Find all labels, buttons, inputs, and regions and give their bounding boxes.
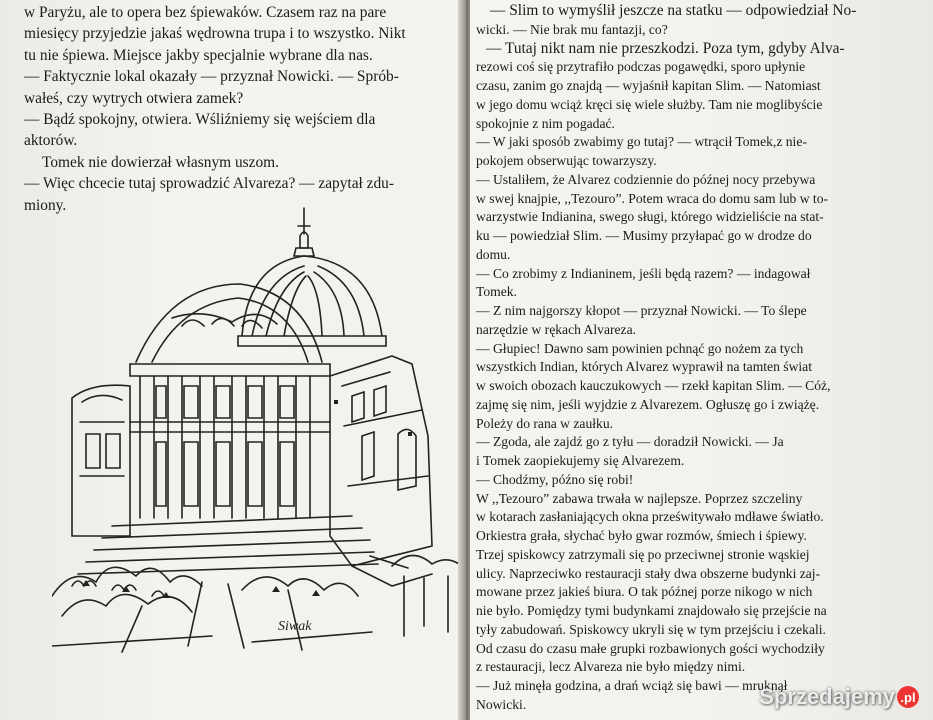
text-line: — Głupiec! Dawno sam powinien pchnąć go nożem za tych — [476, 340, 804, 356]
text-line: — Ustaliłem, że Alvarez codziennie do późnej nocy przebywa — [476, 171, 816, 187]
text-line: Tomek. — [476, 284, 517, 300]
text-line: Poleży do rana w zaułku. — [476, 415, 614, 431]
text-line: — Co zrobimy z Indianinem, jeśli będą razem? — indagował — [476, 265, 811, 281]
text-line: w jego domu wciąż kręci się wiele służby. Tam nie moglibyście — [476, 96, 823, 112]
text-line: — Zgoda, ale zajdź go z tyłu — doradził Nowicki. — Ja — [476, 434, 784, 450]
text-line: Tomek nie dowierzał własnym uszom. — [42, 153, 279, 171]
text-line: Trzej spiskowcy zatrzymali się po przeciwnej stronie wąskiej — [476, 546, 810, 562]
text-line: Nowicki. — [476, 696, 527, 712]
watermark-logo — [759, 684, 919, 710]
text-line: pokojem obserwując towarzyszy. — [476, 153, 657, 168]
text-line: rezowi coś się przytrafiło podczas pogawędki, sporo upłynie — [476, 59, 806, 75]
text-line: tu nie śpiewa. Miejsce jakby specjalnie wybrane dla nas. — [24, 46, 373, 64]
right-page-text — [476, 2, 916, 715]
text-line: miony. — [24, 196, 67, 214]
right-page — [470, 0, 933, 720]
text-line: Od czasu do czasu małe grupki rozbawionych gości wychodziły — [476, 640, 825, 656]
text-line: — Z nim najgorszy kłopot — przyznał Nowicki. — To ślepe — [476, 303, 807, 318]
text-line: zajmę się nim, jeśli wyjdzie z Alvarezem. Ogłuszę go i zwiążę. — [476, 396, 820, 412]
text-line: narzędzie w rękach Alvareza. — [476, 321, 636, 337]
text-line: ulicy. Naprzeciwko restauracji stały dwa obszerne budynki zaj- — [476, 565, 821, 581]
text-line: aktorów. — [24, 132, 78, 150]
text-line: ku — powiedział Slim. — Musimy przyłapać go w drodze do — [476, 228, 812, 243]
text-line: — Więc chcecie tutaj sprowadzić Alvareza? — zapytał zdu- — [24, 175, 394, 193]
text-line: spokojnie z nim pogadać. — [476, 115, 615, 131]
text-line: nie było. Pomiędzy tymi budynkami znajdowało się przejście na — [476, 603, 827, 618]
text-line: w kotarach zasłaniających okna prześwitywało mdławe światło. — [476, 509, 824, 525]
left-page-text — [24, 2, 456, 216]
text-line: z restauracji, lecz Alvareza nie było między nimi. — [476, 659, 746, 675]
text-line: miesięcy przyjedzie jakaś wędrowna trupa i to wszystko. Nikt — [24, 25, 406, 43]
watermark-tld: .pl — [897, 686, 919, 708]
illustration-signature: Siwak — [278, 619, 312, 634]
opera-house-illustration — [52, 186, 462, 656]
text-line: warzystwie Indianina, swego sługi, którego widzieliście na stat- — [476, 209, 824, 225]
text-line: — W jaki sposób zwabimy go tutaj? — wtrącił Tomek,z nie- — [476, 134, 807, 150]
text-line: Orkiestra grała, słychać było gwar rozmów, śmiech i śpiewy. — [476, 528, 807, 543]
text-line: — Bądź spokojny, otwiera. Wśliźniemy się wejściem dla — [24, 111, 376, 129]
text-line: tyły zabudowań. Spiskowcy ukryli się w tym przejściu i czekali. — [476, 621, 826, 637]
text-line: wicki. — Nie brak mu fantazji, co? — [476, 21, 668, 37]
text-line: — Slim to wymyślił jeszcze na statku — odpowiedział No- — [490, 2, 857, 19]
text-line: domu. — [476, 246, 511, 262]
text-line: i Tomek zaopiekujemy się Alvarezem. — [476, 453, 685, 468]
text-line: w swoich obozach kauczukowych — rzekł kapitan Slim. — Cóż, — [476, 378, 831, 393]
text-line: w swej knajpie, ,,Tezouro”. Potem wraca do domu sam lub w to- — [476, 190, 829, 206]
text-line: — Chodźmy, późno się robi! — [476, 471, 634, 487]
text-line: wałeś, czy wytrych otwiera zamek? — [24, 89, 244, 107]
text-line: czasu, zanim go znajdą — wyjaśnił kapitan Slim. — Natomiast — [476, 78, 821, 93]
text-line: w Paryżu, ale to opera bez śpiewaków. Czasem raz na pare — [24, 4, 387, 21]
watermark-text: Sprzedajemy — [759, 684, 895, 709]
text-line: wszystkich Indian, których Alvarez wyprawił na tamten świat — [476, 359, 812, 375]
left-page — [0, 0, 462, 720]
text-line: — Już minęła godzina, a drań wciąż się bawi — mruknął — [476, 678, 788, 693]
text-line: mowane przez jakieś biura. O tak późnej porze nikogo w nich — [476, 584, 813, 600]
text-line: W ,,Tezouro” zabawa trwała w najlepsze. Poprzez szczeliny — [476, 490, 803, 506]
text-line: — Tutaj nikt nam nie przeszkodzi. Poza tym, gdyby Alva- — [486, 39, 845, 57]
text-line: — Faktycznie lokal okazały — przyznał Nowicki. — Sprób- — [24, 68, 399, 86]
